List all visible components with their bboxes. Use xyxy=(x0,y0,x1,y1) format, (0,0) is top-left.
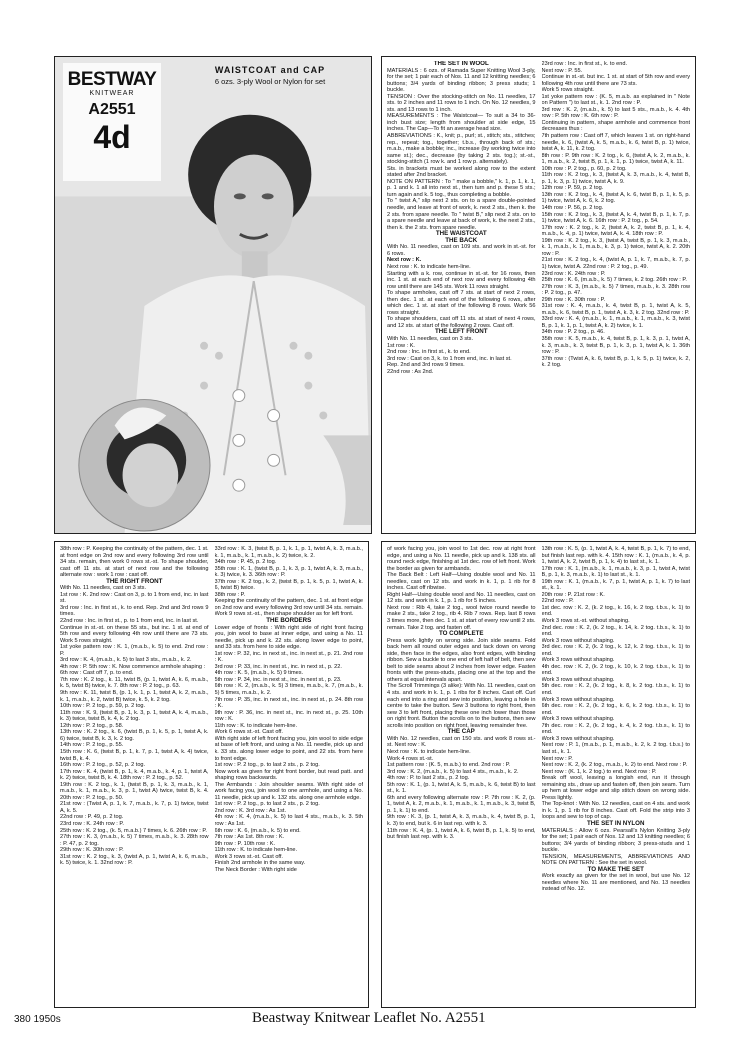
instruction-row: Work 3 rows without shaping. xyxy=(541,676,615,683)
instruction-row: Next row : K. 2, (k. 2 tog., m.a.b., k. 2) to end. Next row : P. xyxy=(541,762,688,769)
instruction-row: The Scroll Trimmings (3 alike): With No. 11 needles, cast on 4 sts. and work in k. 1, p. 1 ribs for 8 inches. Cast off. Curl each end into a ring and sew into position, leaving a hole in centre to take the button. Sew 3 buttons to right front, then sew 3 to left front, placing these one inch lower than those on right front. Button the scrolls on to the buttons, then sew scrolls into position on right front, leaving remainder free. xyxy=(387,683,536,729)
instruction-row: Work 3 rows without shaping. xyxy=(541,735,615,742)
instruction-row: 37th row : K. 2 tog., k. 2, (twist B, p. 1, k. 5, p. 1, twist A, k. 6, twist B) twice. xyxy=(214,578,363,592)
text-column-4 xyxy=(215,546,364,1003)
instruction-row: 17th row : K. 1, (m.a.b., k. 1, m.a.b., k. 3, p. 1, twist A, twist B, p. 1, k. 3, m.a.b., k. 1) to last st., k. 1. xyxy=(541,565,690,579)
instruction-row: Next row : K. to indicate hem-line. xyxy=(387,263,471,270)
instruction-row: The Back Belt : Left Half—Using double wool and No. 11 needles, cast on 12 sts. and work in k. 1, p. 1 rib for 8 inches. Cast off ribwise. xyxy=(387,572,536,592)
instruction-row: 11th row : K. to indicate hem-line. xyxy=(214,847,298,854)
instruction-row: 13th row : K. 2 tog., k. 6, (twist B, p. 1, k. 5, p. 1, twist A, k. 6) twice, twist B, k. 3, k. 2 tog. xyxy=(60,729,209,742)
instruction-row: To shape armholes, cast off 7 sts. at start of next 2 rows, then dec. 1 st. at each end of the following 6 rows, after which dec. 1 st. at start of the following 8 rows. Work 56 rows straight. xyxy=(387,290,536,316)
instruction-row: 17th row : K. 4, (twist B, p. 1, k. 4, m.a.b., k. 4, p. 1, twist A, k. 2) twice, twist B, k. 4. 18th row : P. 2 tog., p. 52. xyxy=(60,768,209,782)
instruction-row: 1st row : P. 2 tog., p. to last 2 sts., p. 2 tog. xyxy=(214,762,320,769)
instruction-row: 4th row : P. 5th row : K. Now commence armhole shaping : xyxy=(60,663,206,670)
section-heading: THE RIGHT FRONT xyxy=(106,577,163,585)
text-column-5 xyxy=(387,546,536,1003)
materials-text: MATERIALS : 6 ozs. of Ramada Super Knitting Wool 3-ply, for the set; 1 pair each of Nos. 11 and 12 knitting needles; 6 buttons; 3/4 yards of binding ribbon; 3 press studs; 1 buckle. xyxy=(387,67,536,94)
leaflet-price: 4d xyxy=(93,119,131,155)
instruction-row: 15th row : K. 2 tog., k. 3, (twist A, k. 4, twist B, p. 1, k. 7, p. 1) twice, twist A, k. 6. 16th row : P. 2 tog., p. 54. xyxy=(541,211,690,225)
instruction-row: With No. 11 needles, cast on 3 sts. xyxy=(387,335,474,342)
instruction-row: 22nd row : P. 49, p. 2 tog. xyxy=(60,814,124,821)
instruction-row: Keeping the continuity of the pattern, dec. 1 st. at front edge on 2nd row and every following 3rd row until 34 sts. remain. Work 9 rows st.-st., then shape shoulder as for left front. xyxy=(214,598,363,618)
brand-badge xyxy=(63,63,161,181)
instruction-row: 11th row : K. 4, (p. 1, twist A, k. 6, twist B, p. 1, k. 5) to end, but finish last rep. with k. 3. xyxy=(387,827,536,841)
cover-photo-panel xyxy=(54,56,372,534)
leaflet-title: WAISTCOAT and CAP xyxy=(214,65,326,75)
instruction-row: 7th row : As 1st. 8th row : K. xyxy=(214,834,285,841)
leaflet-code: A2551 xyxy=(88,101,136,118)
instruction-row: Next row : K. to indicate hem-line. xyxy=(387,748,471,755)
section-heading: THE CAP xyxy=(447,728,475,736)
instruction-row: 29th row : K. 30th row : P. xyxy=(541,296,606,303)
instruction-row: Work 3 rows without shaping. xyxy=(541,637,615,644)
instruction-row: 31st row : K. 2 tog., k. 3, (twist A, p. 1, twist A, k. 6, m.a.b., k. 5) twice, k. 1. 32nd row : P. xyxy=(60,853,209,867)
instruction-row: 37th row : (Twist A, k. 6, twist B, p. 1, k. 5, p. 1) twice, k. 2, k. 2 tog. xyxy=(541,355,690,369)
text-column-1 xyxy=(387,61,536,529)
instructions-panel-bottom-right xyxy=(381,541,696,1008)
instruction-row: 25th row : K. 6, (m.a.b., k. 5) 7 times, k. 2 tog. 26th row : P. xyxy=(541,277,687,284)
instruction-row: 5th dec. row : K. 2, (k. 2 tog., k. 8, k. 2 tog. t.b.s., k. 1) to end. xyxy=(541,683,690,697)
instruction-row: 27th row : K. 3, (m.a.b., k. 5) 7 times, m.a.b., k. 3. 28th row : P. 47, p. 2 tog. xyxy=(60,834,209,847)
instruction-row: 3rd row : Cast on 3, k. to 1 from end, inc. in last st. xyxy=(387,355,512,362)
instruction-row: Work 4 rows st.-st. xyxy=(387,755,434,762)
text-column-2 xyxy=(542,61,691,529)
instruction-row: 29th row : K. 30th row : P. xyxy=(60,847,124,854)
instruction-row: Right Half—Using double wool and No. 11 needles, cast on 12 sts. and work in k. 1, p. 1 rib for 5 inches. xyxy=(387,591,536,605)
instruction-row: 3rd row : P. 33, inc. in next st., inc. in next st., p. 22. xyxy=(214,663,342,670)
instruction-row: Starting with a k. row, continue in st.-st. for 16 rows, then inc. 1 st. at each end of next row and every following 4th row until there are 145 sts. Work 11 rows straight. xyxy=(387,270,536,290)
instruction-row: Work 3 rows st.-st. Cast off. xyxy=(214,853,283,860)
instruction-row: 34th row : P. 2 tog., p. 46. xyxy=(541,329,605,336)
instruction-row: 3rd row : Inc. in first st., k. to end. Rep. 2nd and 3rd rows 9 times. xyxy=(60,604,209,618)
instruction-row: 4th row : K. 4, (m.a.b., k. 5) to last 4 sts., m.a.b., k. 3. 5th row : As 1st. xyxy=(214,814,363,827)
instruction-row: 12th row : P. 59, p. 2 tog. xyxy=(541,185,604,192)
instruction-row: Finish 2nd armhole in the same way. xyxy=(214,860,306,867)
measurements-text: MEASUREMENTS : The Waistcoat— To suit a 34 to 36-inch bust size; length from shoulder at side edge, 15 inches. The Cap—To fit an average head size. xyxy=(387,113,536,133)
instruction-row: 8th row : P. 9th row : K. 2 tog., k. 6, (twist A, k. 2, m.a.b., k. 1, m.a.b., k. 2, twist B, p. 1, k. 1, p. 1) twice, twist A, k. 11. xyxy=(541,152,690,166)
instruction-row: Lower edge of fronts : With right side of right front facing you, join wool to base at inner edge, and using a No. 11 needle, pick up and k. 22 sts. along lower edge to point, and 33 sts. from here to side edge. xyxy=(214,624,363,651)
instruction-row: Press work lightly on wrong side. Join side seams. Fold back hem all round outer edges and tack down on wrong side, then face in the edges, also front edges, with binding ribbon. Sew a buckle to one end of left half of belt, then sew belt to side seams about 2 inches from lower edge. Fasten fronts with the press-studs, placing one at the top and the others at equal intervals apart. xyxy=(387,637,536,683)
section-heading: THE BORDERS xyxy=(266,617,312,625)
leaflet-subtitle: 6 ozs. 3-ply Wool or Nylon for set xyxy=(214,77,326,86)
instruction-row: 2nd dec. row : K. 2, (k. 2 tog., k. 14, k. 2 tog. t.b.s., k. 1) to end. xyxy=(541,624,690,638)
instruction-row: Work 3 rows st.-st. without shaping. xyxy=(541,618,630,625)
section-heading: THE LEFT FRONT xyxy=(434,328,488,336)
instruction-row: 23rd row : Inc. in first st., k. to end. xyxy=(541,61,627,67)
instruction-row: Continue in st.-st. but inc. 1 st. at start of 5th row and every following 4th row until there are 73 sts. xyxy=(541,74,690,87)
brand-name: BESTWAY xyxy=(67,69,157,90)
instruction-row: 33rd row : K. 4, (m.a.b., k. 1, m.a.b., k. 1, m.a.b., k. 3, twist B, p. 1, k. 1, p. 1, twist A, k. 2) twice, k. 1. xyxy=(541,316,690,329)
instruction-row: 13th row : K. 5, (p. 1, twist A, k. 4, twist B, p. 1, k. 7) to end, but finish last rep. with k. 4. 15th row : K. 1, (m.a.b., k. 4, p. 1, twist A, k. 2, twist B, p. 1, k. 4) to last st., k. 1. xyxy=(541,546,690,566)
instruction-row: The Top-knot : With No. 12 needles, cast on 4 sts. and work in k. 1, p. 1 rib for 8 inches. Cast off. Fold the strip into 3 loops and sew to top of cap. xyxy=(541,801,690,821)
instruction-row: 9th row : K. 11, twist B, (p. 1, k. 1, p. 1, twist A, k. 2, m.a.b., k. 1, m.a.b., k. 2, twist B) twice, k. 5, k. 2 tog. xyxy=(60,690,209,703)
page-footer-title: Beastway Knitwear Leaflet No. A2551 xyxy=(252,1010,486,1026)
section-heading: THE SET IN NYLON xyxy=(587,819,645,827)
instruction-row: of work facing you, join wool to 1st dec. row at right front edge, and using a No. 11 needle, pick up and k. 138 sts. all round neck edge, finishing at 1st dec. row of left front. Work the border as given for armbands. xyxy=(387,546,536,572)
instruction-row: Next row : K. xyxy=(387,257,422,264)
instruction-row: 33rd row : K. 3, (twist B, p. 1, k. 1, p. 1, twist A, k. 3, m.a.b., k. 1, m.a.b., k. 1, m.a.b., k. 2) twice, k. 2. xyxy=(214,546,363,559)
instruction-row: Next row : P. 55. xyxy=(541,67,583,74)
section-heading: THE BACK xyxy=(445,236,478,244)
instruction-row: 14th row : P. 56, p. 2 tog. xyxy=(541,205,604,212)
instruction-row: 31st row : K. 4, m.a.b., k. 4, twist B, p. 1, twist A, k. 5, m.a.b., k. 6, twist B, p. 1, twist A, k. 3, k. 2 tog. 32nd row : P. xyxy=(541,303,690,316)
instruction-row: 1st row : K. 2nd row : Cast on 3, p. to 1 from end, inc. in last st. xyxy=(60,591,209,605)
instruction-row: Work 6 rows st.-st. Cast off. xyxy=(214,729,283,736)
instruction-row: 17th row : K. 2 tog., k. 2, (twist A, k. 2, twist B, p. 1, k. 4, m.a.b., k. 4, p. 1) twice, twist A, k. 4. 18th row : P. xyxy=(541,224,690,238)
instruction-row: 6th row : Cast off 7, p. to end. xyxy=(60,670,134,677)
note-text: Sts. in brackets must be worked along row to the extent stated after 2nd bracket. xyxy=(387,165,536,179)
instruction-row: 7th pattern row : Cast off 7, which leaves 1 st. on right-hand needle, k. 6, (twist A, k. 5, m.a.b., k. 6, twist B, p. 1) twice, twist A, k. 11, k. 2 tog. xyxy=(541,133,690,153)
pattern-note: NOTE ON PATTERN : To " make a bobble," k. 1, p. 1, k. 1, p. 1 and k. 1 all into next st., then turn and p. these 5 sts.; turn again and k. 5 tog., thus completing a bobble. xyxy=(387,178,536,198)
instruction-row: 23rd row : K. 24th row : P. xyxy=(541,270,606,277)
instruction-row: 10th row : P. 2 tog., p. 60, p. 2 tog. xyxy=(541,165,627,172)
instruction-row: 35th row : K. 5, m.a.b., k. 4, twist B, p. 1, k. 3, p. 1, twist A, k. 3, m.a.b., k. 3, twist B, p. 1, k. 3, p. 1, twist A, k. 1. 36th row : P. xyxy=(541,335,690,356)
instruction-row: 23rd row : K. 24th row : P. xyxy=(60,820,124,827)
instruction-row: 19th row : K. 1, (m.a.b., k. 7, p. 1, twist A, p. 1, k. 7) to last st., k. 1. xyxy=(541,578,690,592)
instruction-row: 34th row : P. 45, p. 2 tog. xyxy=(214,559,277,566)
instruction-row: TENSION, MEASUREMENTS, ABBREVIATIONS AND NOTE ON PATTERN : See the set in wool. xyxy=(541,853,690,867)
instruction-row: 13th row : K. 2 tog., k. 4, (twist A, k. 6, twist B, p. 1, k. 5, p. 1) twice, twist A, k. 6, k. 2 tog. xyxy=(541,191,690,205)
section-heading: TO MAKE THE SET xyxy=(587,865,644,873)
instruction-row: With No. 11 needles, cast on 109 sts. and work in st.-st. for 6 rows. xyxy=(387,244,536,257)
instruction-row: 19th row : K. 2 tog., k. 3, (twist A, twist B, p. 1, k. 3, m.a.b., k. 1, m.a.b., k. 1, m.a.b., k. 3, p. 1) twice, twist A, k. 2. 20th row : P. xyxy=(541,237,690,257)
instruction-row: 25th row : K. 2 tog., (k. 5, m.a.b.) 7 times, k. 6. 26th row : P. xyxy=(60,827,207,834)
instruction-row: 11th row : K. 9, (twist B, p. 1, k. 3, p. 1, twist A, k. 4, m.a.b., k. 3) twice, twist B, k. 4, k. 2 tog. xyxy=(60,709,209,723)
instruction-row: 1st dec. row : K. 2, (k. 2 tog., k. 16, k. 2 tog. t.b.s., k. 1) to end. xyxy=(541,604,690,618)
instruction-row: 3rd row : K. 4, (m.a.b., k. 5) to last 3 sts., m.a.b., k. 2. xyxy=(60,657,192,664)
instruction-row: 7th row : K. 2 tog., k. 11, twist B, (p. 1, twist A, k. 6, m.a.b., k. 5, twist B) twice, k. 7. 8th row : P. 2 tog., p. 63. xyxy=(60,676,209,690)
instruction-row: 2nd row : Inc. in first st., k. to end. xyxy=(387,349,471,356)
instruction-row: 6th row : K. 6, (m.a.b., k. 5) to end. xyxy=(214,827,301,834)
instruction-row: The Armbands : Join shoulder seams. With right side of work facing you, join wool to one armhole, and using a No. 11 needle, pick up and k. 132 sts. along one armhole edge. xyxy=(214,781,363,801)
text-column-6 xyxy=(542,546,691,1003)
instruction-row: 6th row : K. 2, (m.a.b., k. 5) 3 times, m.a.b., k. 7, (m.a.b., k. 5) 5 times, m.a.b., k. 2. xyxy=(214,683,363,697)
instruction-row: 22nd row : P. xyxy=(541,598,574,605)
instructions-panel-bottom-left xyxy=(54,541,369,1008)
instruction-row: MATERIALS : Allow 6 ozs. Pearsall's Nylon Knitting 3-ply for the set; 1 pair each of Nos. 12 and 13 knitting needles; 6 buttons; 3/4 yards of binding ribbon; 3 press-studs and 1 buckle. xyxy=(541,827,690,854)
instruction-row: 11th row : K. 2 tog., k. 3, (twist A, k. 3, m.a.b., k. 4, twist B, p. 1, k. 3, p. 1) twice, twist A, k. 9. xyxy=(541,172,690,185)
brand-sub: KNITWEAR xyxy=(89,90,135,97)
instruction-row: 4th row : P. to last 2 sts., p. 2 tog. xyxy=(387,775,470,782)
instruction-row: 1st row : K. xyxy=(387,342,415,349)
instruction-row: 15th row : K. 6, (twist B, p. 1, k. 7, p. 1, twist A, k. 4) twice, twist B, k. 4. xyxy=(60,748,209,762)
instruction-row: 27th row : K. 3, (m.a.b., k. 5) 7 times, m.a.b., k. 3. 28th row : P. 2 tog., p. 47. xyxy=(541,283,690,297)
instruction-row: With right side of left front facing you, join wool to side edge at base of left front, and using a No. 11 needle, pick up and k. 33 sts. along lower edge to point, and 22 sts. from here to front edge. xyxy=(214,735,363,762)
section-heading: THE WAISTCOAT xyxy=(435,230,487,238)
instruction-row: Work 3 rows without shaping. xyxy=(541,696,615,703)
instruction-row: 21st row : (Twist A, p. 1, k. 7, m.a.b., k. 7, p. 1) twice, twist A, k. 5. xyxy=(60,801,209,814)
instruction-row: 21st row : K. 2 tog., k. 4, (twist A, p. 1, k. 7, m.a.b., k. 7, p. 1) twice, twist A. 22nd row : P. 2 tog., p. 49. xyxy=(541,257,690,270)
instruction-row: 22nd row : As 2nd. xyxy=(387,368,434,375)
pattern-note-2: To " twist A," slip next 2 sts. on to a spare double-pointed needle, and leave at front of work, k. next 2 sts., then k. the 2 sts. from spare needle. To " twist B," slip next 2 sts. on to a spare needle and leave at back of work, k. the next 2 sts., then k. the 2 sts. from spare needle. xyxy=(387,198,536,231)
text-column-3 xyxy=(60,546,209,1003)
section-heading: THE SET IN WOOL xyxy=(433,61,489,67)
instruction-row: 2nd row : K. 3rd row : As 1st. xyxy=(214,807,287,814)
instruction-row: 9th row : P. 36, inc. in next st., inc. in next st., p. 25. 10th row : K. xyxy=(214,709,363,723)
instruction-row: The Neck Border : With right side xyxy=(214,866,297,873)
instruction-row: Now work as given for right front border, but read patt. and shaping rows backwards. xyxy=(214,768,363,782)
instruction-row: 3rd row : K. 2, (m.a.b., k. 5) to last 5 sts., m.a.b., k. 4. 4th row : P. 5th row : K. 6th row : P. xyxy=(541,106,690,120)
instruction-row: 38th row : P. xyxy=(214,591,246,598)
instruction-row: To shape shoulders, cast off 11 sts. at start of next 4 rows, and 12 sts. at start of the following 2 rows. Cast off. xyxy=(387,316,536,329)
instruction-row: 9th row : K. 3, (p. 1, twist A, k. 3, m.a.b., k. 4, twist B, p. 1, k. 3) to end, but k. 6 in last rep. with k. 3. xyxy=(387,814,536,827)
instruction-row: 19th row : K. 2 tog., k. 1, (twist B, p. 1, k. 3, m.a.b., k. 1, m.a.b., k. 1, m.a.b., k. 3, p. 1, twist A) twice, twist B, k. 4. 20th row : P. 2 tog., p. 50. xyxy=(60,781,209,801)
instruction-row: 5th row : K. 1, (p. 1, twist A, k. 5, m.a.b., k. 6, twist B) to last st., k. 1. xyxy=(387,781,536,795)
instruction-row: With No. 11 needles, cast on 3 sts. xyxy=(60,585,147,592)
instruction-row: 20th row : P. 21st row : K. xyxy=(541,591,605,598)
instruction-row: 11th row : K. to indicate hem-line. xyxy=(214,722,298,729)
instruction-row: Rep. 2nd and 3rd rows 9 times. xyxy=(387,362,465,369)
instruction-row: 6th dec. row : K. 2, (k. 2 tog., k. 6, k. 2 tog. t.b.s., k. 1) to end. xyxy=(541,703,690,716)
instruction-row: 12th row : P. 2 tog., p. 58. xyxy=(60,722,124,729)
instruction-row: 4th dec. row : K. 2, (k. 2 tog., k. 10, k. 2 tog. t.b.s., k. 1) to end. xyxy=(541,663,690,677)
instruction-row: 35th row : K. 1, (twist B, p. 1, k. 3, p. 1, twist A, k. 3, m.a.b., k. 3) twice, k. 3. 36th row : P. xyxy=(214,565,363,579)
instruction-row: Continue in st.-st. on these 55 sts., but inc. 1 st. at end of 5th row and every following 4th row until there are 73 sts. Work 5 rows straight. xyxy=(60,624,209,644)
instruction-row: 3rd row : K. 2, (m.a.b., k. 5) to last 4 sts., m.a.b., k. 2. xyxy=(387,768,519,775)
instruction-row: Work 3 rows without shaping. xyxy=(541,657,615,664)
instruction-row: 4th row : K. 5, (m.a.b., k. 5) 9 times. xyxy=(214,670,304,677)
instruction-row: 10th row : P. 2 tog., p. 59, p. 2 tog. xyxy=(60,703,146,710)
instruction-row: 38th row : P. Keeping the continuity of the pattern, dec. 1 st. at front edge on 2nd row and every following 3rd row until 34 sts. remain, then work 0 rows st.-st. To shape shoulder, cast off 11 sts. at start of next row and the following alternate row : work 1 row : cast off. xyxy=(60,546,209,579)
instruction-row: 1st row : P. 32, inc. in next st., inc. in next st., p. 21. 2nd row : K. xyxy=(214,650,363,664)
instruction-row: With No. 12 needles, cast on 150 sts. and work 8 rows st.-st. Next row : K. xyxy=(387,735,536,749)
instruction-row: 9th row : P. 10th row : K. xyxy=(214,840,276,847)
instruction-row: 7th dec. row : K. 2, (k. 2 tog., k. 4, k. 2 tog. t.b.s., k. 1) to end. xyxy=(541,722,690,736)
instruction-row: Next row : P. 1, (m.a.b., p. 1, m.a.b., k. 2, k. 2 tog. t.b.s.) to last st., k. 1. xyxy=(541,742,690,755)
instruction-row: Next row : (K. 1, k. 2 tog.) to end. Next row : P. xyxy=(541,768,657,775)
tension-text: TENSION : Over the stocking-stitch on No. 11 needles, 17 sts. to 2 inches and 11 rows to 1 inch. On No. 12 needles, 9 sts. and 13 rows to 1 inch. xyxy=(387,93,536,113)
instruction-row: Work 5 rows straight. xyxy=(541,87,594,94)
abbreviations-text: ABBREVIATIONS : K., knit; p., purl; st., stitch; sts., stitches; rep., repeat; tog., together; t.b.s., through back of sts.; m.a.b., make a bobble; inc., increase (by working twice into same st.); dec., decrease (by taking 2 sts. tog.); st.-st., stocking-stitch (1 row k. and 1 row p. alternately). xyxy=(387,133,536,166)
instruction-row: Next row : Rib 4, take 2 tog., wool twice round needle to make 2 sts., take 2 tog., rib 4. Rib 7 rows. Rep. last 8 rows 3 times more, then dec. 1 st. at start of every row until 2 sts. remain. Take 2 tog. and fasten off. xyxy=(387,604,536,631)
instruction-row: 7th row : P. 35, inc. in next st., inc. in next st., p. 24. 8th row : K. xyxy=(214,696,363,710)
instruction-row: Continuing in pattern, shape armhole and commence front decreases thus : xyxy=(541,119,690,133)
instruction-row: Work exactly as given for the set in wool, but use No. 12 needles where No. 11 are mentioned, and No. 13 needles instead of No. 12. xyxy=(541,873,690,893)
instruction-row: 16th row : P. 2 tog., p. 52, p. 2 tog. xyxy=(60,762,146,769)
instruction-row: Break off wool, leaving a longish end, run it through remaining sts., draw up and fasten off, then join seam. Turn up hem at lower edge and slip stitch down on wrong side. Press lightly. xyxy=(541,775,690,801)
instruction-row: 22nd row : Inc. in first st., p. to 1 from end, inc. in last st. xyxy=(60,618,199,625)
instruction-row: 14th row : P. 2 tog., p. 55. xyxy=(60,742,124,749)
instruction-row: Work 3 rows without shaping. xyxy=(541,716,615,723)
instruction-row: 1st row : P. 2 tog., p. to last 2 sts., p. 2 tog. xyxy=(214,801,320,808)
section-heading: TO COMPLETE xyxy=(438,630,484,638)
instruction-row: 6th and every following alternate row : P. 7th row : K. 2, (p. 1, twist A, k. 2, m.a.b., k. 1, m.a.b., k. 1, m.a.b., k. 3, twist B, p. 1, k. 1) to end. xyxy=(387,794,536,814)
title-banner xyxy=(175,65,365,86)
instruction-row: 5th row : P. 34, inc. in next st., inc. in next st., p. 23. xyxy=(214,676,342,683)
instruction-row: 1st pattern row : (K. 5, m.a.b.) to end. 2nd row : P. xyxy=(387,762,511,769)
instruction-row: Next row : P. xyxy=(541,755,573,762)
instruction-row: 1st yoke pattern row : K. 1, (m.a.b., k. 5) to end. 2nd row : P. xyxy=(60,644,209,657)
page-number: 380 1950s xyxy=(14,1014,61,1025)
instruction-row: 1st yoke pattern row : (K. 5, m.a.b. as explained in " Note on Pattern ") to last st., k. 1. 2nd row : P. xyxy=(541,93,690,107)
instruction-row: 3rd dec. row : K. 2, (k. 2 tog., k. 12, k. 2 tog. t.b.s., k. 1) to end. xyxy=(541,644,690,657)
instructions-panel-top xyxy=(381,56,696,534)
